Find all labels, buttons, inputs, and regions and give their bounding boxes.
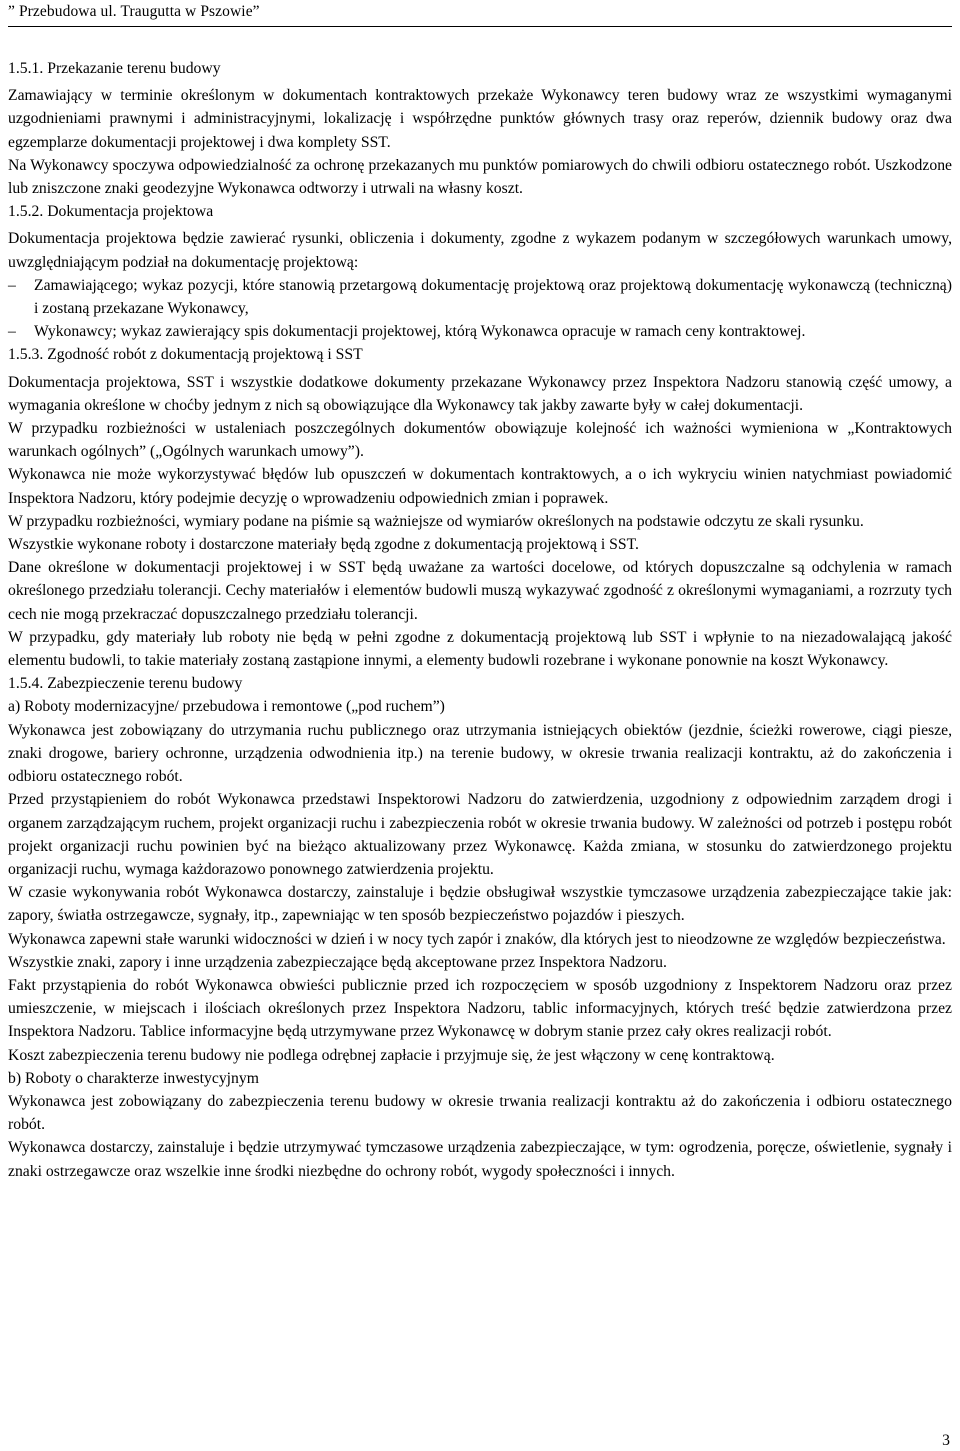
paragraph: Na Wykonawcy spoczywa odpowiedzialność za ochronę przekazanych mu punktów pomiarowych do chwili odbioru ostatecznego robót. Uszkodzone lub zniszczone znaki geodezyjne Wykonawca odtworzy i utrwali na własny koszt. bbox=[8, 156, 952, 198]
paragraph: Koszt zabezpieczenia terenu budowy nie podlega odrębnej zapłacie i przyjmuje się, że jest włączony w cenę kontraktową. bbox=[8, 1046, 775, 1064]
document-body bbox=[8, 57, 952, 1183]
paragraph: Dokumentacja projektowa, SST i wszystkie dodatkowe dokumenty przekazane Wykonawcy przez Inspektora Nadzoru stanowią część umowy, a wymagania określone w choćby jednym z nich są obowiązujące dla Wykonawcy tak jakby zawarte były w całej dokumentacji. bbox=[8, 373, 952, 414]
dash-bullet: – bbox=[8, 323, 16, 341]
subheading-b: b) Roboty o charakterze inwestycyjnym bbox=[8, 1069, 259, 1087]
paragraph: Przed przystąpieniem do robót Wykonawca przedstawi Inspektorowi Nadzoru do zatwierdzenia, uzgodniony z odpowiednim zarządem drogi i organem zarządzającym ruchem, projekt organizacji ruchu i zabezpieczenia robót w okresie trwania budowy. W zależności od potrzeb i postępu robót projekt organizacji ruchu powinien być na bieżąco aktualizowany przez Wykonawcę. Każda zmiana, w stosunku do zatwierdzonego projektu organizacji ruchu, wymaga każdorazowo ponownego zatwierdzenia projektu. bbox=[8, 791, 952, 878]
paragraph: W przypadku, gdy materiały lub roboty nie będą w pełni zgodne z dokumentacją projektową lub SST i wpłynie to na niezadowalającą jakość elementu budowli, to takie materiały zostaną zastąpione innymi, a elementy budowli rozebrane i wykonane ponownie na koszt Wykonawcy. bbox=[8, 628, 952, 670]
paragraph: Wykonawca dostarczy, zainstaluje i będzie utrzymywać tymczasowe urządzenia zabezpieczające, w tym: ogrodzenia, poręcze, oświetlenie, sygnały i znaki ostrzegawcze oraz wszelkie inne środki niezbędne do ochrony robót, wygody społeczności i innych. bbox=[8, 1139, 952, 1180]
heading-1-5-3: 1.5.3. Zgodność robót z dokumentacją projektową i SST bbox=[8, 346, 363, 364]
heading-1-5-1: 1.5.1. Przekazanie terenu budowy bbox=[8, 60, 221, 77]
subheading-a: a) Roboty modernizacyjne/ przebudowa i remontowe („pod ruchem”) bbox=[8, 698, 445, 716]
list-item bbox=[8, 320, 952, 343]
paragraph: Wykonawca zapewni stałe warunki widoczności w dzień i w nocy tych zapór i znaków, dla których jest to nieodzowne ze względów bezpieczeństwa. bbox=[8, 930, 946, 948]
paragraph: Fakt przystąpienia do robót Wykonawca obwieści publicznie przed ich rozpoczęciem w sposób uzgodniony z Inspektorem Nadzoru oraz przez umieszczenie, w miejscach i ilościach określonych przez Inspektora Nadzoru, tablic informacyjnych, których treść będzie zatwierdzona przez Inspektora Nadzoru. Tablice informacyjne będą utrzymywane przez Wykonawcę w dobrym stanie przez cały okres realizacji robót. bbox=[8, 976, 952, 1041]
paragraph: Wykonawca jest zobowiązany do zabezpieczenia terenu budowy w okresie trwania realizacji kontraktu aż do zakończenia i odbioru ostatecznego robót. bbox=[8, 1092, 952, 1134]
paragraph: Zamawiający w terminie określonym w dokumentach kontraktowych przekaże Wykonawcy teren budowy wraz ze wszystkimi wymaganymi uzgodnieniami prawnymi i administracyjnymi, lokalizację i współrzędne punktów głównych trasy oraz reperów, dziennik budowy oraz dwa egzemplarze dokumentacji projektowej i dwa komplety SST. bbox=[8, 87, 952, 151]
paragraph: Wszystkie znaki, zapory i inne urządzenia zabezpieczające będą akceptowane przez Inspektora Nadzoru. bbox=[8, 953, 667, 971]
paragraph: Wszystkie wykonane roboty i dostarczone materiały będą zgodne z dokumentacją projektową i SST. bbox=[8, 536, 639, 554]
heading-1-5-4: 1.5.4. Zabezpieczenie terenu budowy bbox=[8, 675, 243, 693]
paragraph: Dane określone w dokumentacji projektowej i w SST będą uważane za wartości docelowe, od których dopuszczalne są odchylenia w ramach określonego przedziału tolerancji. Cechy materiałów i elementów budowli muszą wykazywać zgodność z określonymi wymaganiami, a rozrzuty tych cech nie mogą przekraczać dopuszczalnego przedziału tolerancji. bbox=[8, 559, 952, 623]
paragraph: Wykonawca jest zobowiązany do utrzymania ruchu publicznego oraz utrzymania istniejących obiektów (jezdnie, ścieżki rowerowe, ciągi piesze, znaki drogowe, bariery ochronne, urządzenia odwodnienia itp.) na terenie budowy, w okresie trwania realizacji kontraktu, aż do zakończenia i odbioru ostatecznego robót. bbox=[8, 721, 952, 786]
page-number: 3 bbox=[942, 1432, 950, 1449]
list-item-text: Wykonawcy; wykaz zawierający spis dokumentacji projektowej, którą Wykonawca opracuje w ramach ceny kontraktowej. bbox=[34, 323, 806, 341]
paragraph: W czasie wykonywania robót Wykonawca dostarczy, zainstaluje i będzie obsługiwał wszystkie tymczasowe urządzenia zabezpieczające takie jak: zapory, światła ostrzegawcze, sygnały, itp., zapewniając w ten sposób bezpieczeństwo pojazdów i pieszych. bbox=[8, 884, 952, 925]
list-item bbox=[8, 274, 952, 320]
paragraph: Wykonawca nie może wykorzystywać błędów lub opuszczeń w dokumentach kontraktowych, a o ich wykryciu winien natychmiast powiadomić Inspektora Nadzoru, który podejmie decyzję o wprowadzeniu odpowiednich zmian i poprawek. bbox=[8, 466, 952, 507]
paragraph: W przypadku rozbieżności w ustaleniach poszczególnych dokumentów obowiązuje kolejność ich ważności wymieniona w „Kontraktowych warunkach ogólnych” („Ogólnych warunkach umowy”). bbox=[8, 420, 952, 461]
paragraph: W przypadku rozbieżności, wymiary podane na piśmie są ważniejsze od wymiarów określonych na podstawie odczytu ze skali rysunku. bbox=[8, 512, 864, 530]
heading-1-5-2: 1.5.2. Dokumentacja projektowa bbox=[8, 203, 214, 221]
running-header: ” Przebudowa ul. Traugutta w Pszowie” bbox=[8, 0, 952, 27]
dash-bullet: – bbox=[8, 276, 16, 294]
paragraph: Dokumentacja projektowa będzie zawierać rysunki, obliczenia i dokumenty, zgodne z wykazem podanym w szczegółowych warunkach umowy, uwzględniającym podział na dokumentację projektową: bbox=[8, 230, 952, 271]
list-item-text: Zamawiającego; wykaz pozycji, które stanowią przetargową dokumentację projektową oraz projektową dokumentację wykonawczą (techniczną) i zostaną przekazane Wykonawcy, bbox=[34, 276, 952, 318]
